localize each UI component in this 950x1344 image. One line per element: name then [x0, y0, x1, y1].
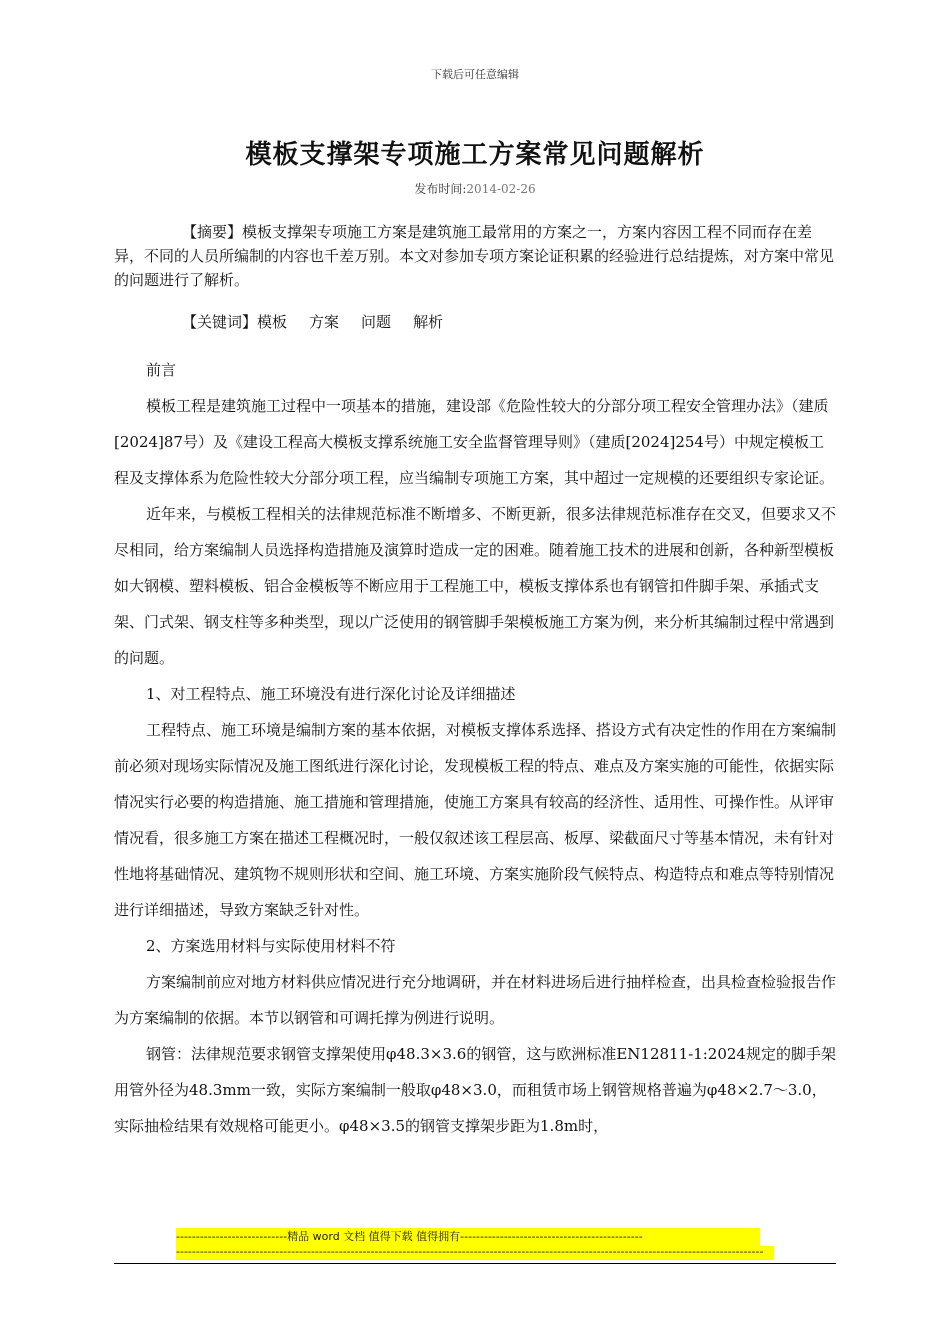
footer-rule [114, 1263, 836, 1264]
keyword-item: 方案 [309, 313, 340, 331]
page-header: 下载后可任意编辑 [431, 68, 519, 81]
keyword-item: 解析 [413, 313, 444, 331]
paragraph: 模板工程是建筑施工过程中一项基本的措施，建设部《危险性较大的分部分项工程安全管理办法》（建质[2024]87号）及《建设工程高大模板支撑系统施工安全监督管理导则》（建质[2024]254号）中规定模板工程及支撑体系为危险性较大分部分项工程，应当编制专项施工方案，其中超过一定规模的还要组织专家论证。 [114, 397, 835, 487]
section-heading: 1、对工程特点、施工环境没有进行深化讨论及详细描述 [146, 685, 516, 703]
publish-date-label: 发布时间: [414, 182, 467, 196]
footer-banner-dashes: ---------------------------------------------------------------------------------------------------------------------------------------------------- [176, 1246, 774, 1260]
keyword-item: 模板 [257, 313, 288, 331]
keyword-item: 问题 [361, 313, 392, 331]
section-heading: 2、方案选用材料与实际使用材料不符 [146, 937, 396, 955]
footer-banner: ----------------------------精品 word 文档 值得下载 值得拥有---------------------------------------------- [176, 1228, 760, 1246]
paragraph: 方案编制前应对地方材料供应情况进行充分地调研，并在材料进场后进行抽样检查，出具检查检验报告作为方案编制的依据。本节以钢管和可调托撑为例进行说明。 [114, 973, 837, 1027]
document-title: 模板支撑架专项施工方案常见问题解析 [245, 140, 705, 170]
publish-date [0, 180, 950, 197]
keywords [114, 310, 836, 334]
paragraph: 近年来，与模板工程相关的法律规范标准不断增多、不断更新，很多法律规范标准存在交叉，但要求又不尽相同，给方案编制人员选择构造措施及演算时造成一定的困难。随着施工技术的进展和创新，各种新型模板如大钢模、塑料模板、铝合金模板等不断应用于工程施工中，模板支撑体系也有钢管扣件脚手架、承插式支架、门式架、钢支柱等多种类型，现以广泛使用的钢管脚手架模板施工方案为例，来分析其编制过程中常遇到的问题。 [114, 505, 837, 667]
section-heading-preface: 前言 [146, 361, 177, 379]
document-body [114, 220, 836, 1144]
paragraph: 工程特点、施工环境是编制方案的基本依据，对模板支撑体系选择、搭设方式有决定性的作用在方案编制前必须对现场实际情况及施工图纸进行深化讨论，发现模板工程的特点、难点及方案实施的可能性，依据实际情况实行必要的构造措施、施工措施和管理措施，使施工方案具有较高的经济性、适用性、可操作性。从评审情况看，很多施工方案在描述工程概况时，一般仅叙述该工程层高、板厚、梁截面尺寸等基本情况，未有针对性地将基础情况、建筑物不规则形状和空间、施工环境、方案实施阶段气候特点、构造特点和难点等特别情况进行详细描述，导致方案缺乏针对性。 [114, 721, 837, 919]
abstract: 【摘要】模板支撑架专项施工方案是建筑施工最常用的方案之一，方案内容因工程不同而存在差异，不同的人员所编制的内容也千差万别。本文对参加专项方案论证积累的经验进行总结提炼，对方案中常见的问题进行了解析。 [114, 223, 835, 289]
publish-date-value: 2014-02-26 [466, 182, 536, 196]
keywords-label: 【关键词】 [182, 313, 258, 331]
paragraph: 钢管：法律规范要求钢管支撑架使用φ48.3×3.6的钢管，这与欧洲标准EN12811-1:2024规定的脚手架用管外径为48.3mm一致，实际方案编制一般取φ48×3.0，而租赁市场上钢管规格普遍为φ48×2.7～3.0，实际抽检结果有效规格可能更小。φ48×3.5的钢管支撑架步距为1.8m时， [114, 1045, 836, 1135]
